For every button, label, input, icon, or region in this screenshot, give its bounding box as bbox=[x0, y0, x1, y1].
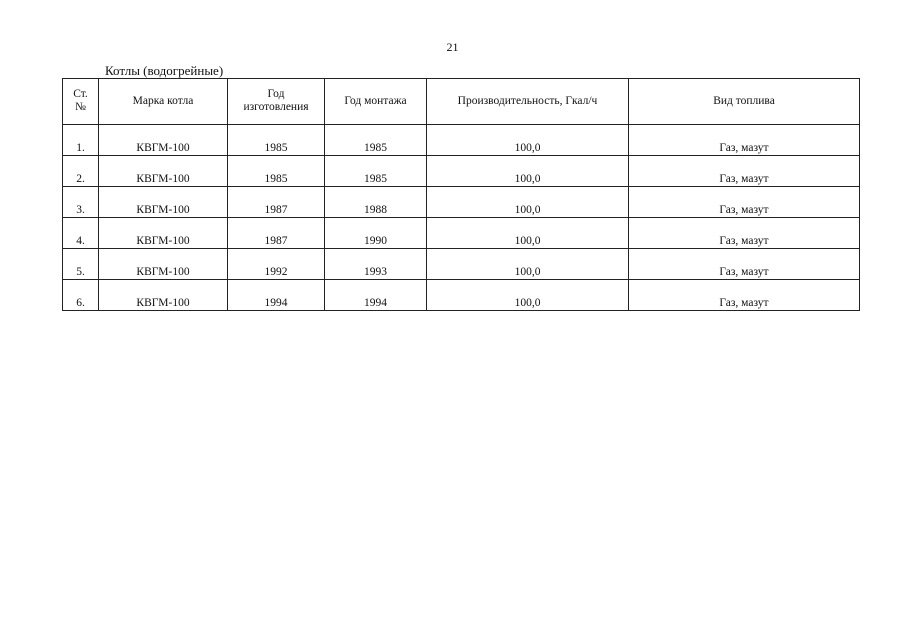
table-row bbox=[63, 187, 860, 218]
cell-boiler-model: КВГМ-100 bbox=[99, 280, 228, 311]
cell-fuel-type: Газ, мазут bbox=[629, 249, 860, 280]
cell-installation-year: 1990 bbox=[325, 218, 427, 249]
header-manufacture-year: Год изготовления bbox=[228, 79, 325, 125]
boilers-table bbox=[62, 78, 860, 311]
cell-capacity: 100,0 bbox=[427, 218, 629, 249]
cell-manufacture-year: 1992 bbox=[228, 249, 325, 280]
cell-manufacture-year: 1994 bbox=[228, 280, 325, 311]
cell-station-number: 1. bbox=[63, 125, 99, 156]
cell-station-number: 4. bbox=[63, 218, 99, 249]
cell-boiler-model: КВГМ-100 bbox=[99, 218, 228, 249]
header-fuel-type: Вид топлива bbox=[629, 79, 860, 125]
table-row bbox=[63, 156, 860, 187]
header-capacity: Производительность, Гкал/ч bbox=[427, 79, 629, 125]
cell-station-number: 3. bbox=[63, 187, 99, 218]
cell-boiler-model: КВГМ-100 bbox=[99, 187, 228, 218]
header-boiler-model: Марка котла bbox=[99, 79, 228, 125]
cell-installation-year: 1985 bbox=[325, 125, 427, 156]
table-row bbox=[63, 249, 860, 280]
cell-station-number: 2. bbox=[63, 156, 99, 187]
cell-fuel-type: Газ, мазут bbox=[629, 218, 860, 249]
header-station-number: Ст. № bbox=[63, 79, 99, 125]
cell-installation-year: 1993 bbox=[325, 249, 427, 280]
cell-manufacture-year: 1987 bbox=[228, 218, 325, 249]
cell-fuel-type: Газ, мазут bbox=[629, 125, 860, 156]
cell-capacity: 100,0 bbox=[427, 125, 629, 156]
cell-fuel-type: Газ, мазут bbox=[629, 187, 860, 218]
cell-fuel-type: Газ, мазут bbox=[629, 280, 860, 311]
cell-boiler-model: КВГМ-100 bbox=[99, 125, 228, 156]
cell-fuel-type: Газ, мазут bbox=[629, 156, 860, 187]
cell-manufacture-year: 1985 bbox=[228, 125, 325, 156]
cell-capacity: 100,0 bbox=[427, 249, 629, 280]
cell-capacity: 100,0 bbox=[427, 280, 629, 311]
page-number: 21 bbox=[446, 40, 459, 54]
table-row bbox=[63, 125, 860, 156]
cell-installation-year: 1988 bbox=[325, 187, 427, 218]
cell-boiler-model: КВГМ-100 bbox=[99, 249, 228, 280]
cell-station-number: 5. bbox=[63, 249, 99, 280]
cell-station-number: 6. bbox=[63, 280, 99, 311]
header-installation-year: Год монтажа bbox=[325, 79, 427, 125]
table-row bbox=[63, 218, 860, 249]
cell-capacity: 100,0 bbox=[427, 156, 629, 187]
cell-installation-year: 1994 bbox=[325, 280, 427, 311]
cell-manufacture-year: 1985 bbox=[228, 156, 325, 187]
table-header-row bbox=[63, 79, 860, 125]
table-row bbox=[63, 280, 860, 311]
cell-installation-year: 1985 bbox=[325, 156, 427, 187]
cell-manufacture-year: 1987 bbox=[228, 187, 325, 218]
cell-capacity: 100,0 bbox=[427, 187, 629, 218]
cell-boiler-model: КВГМ-100 bbox=[99, 156, 228, 187]
table-caption: Котлы (водогрейные) bbox=[105, 63, 224, 78]
